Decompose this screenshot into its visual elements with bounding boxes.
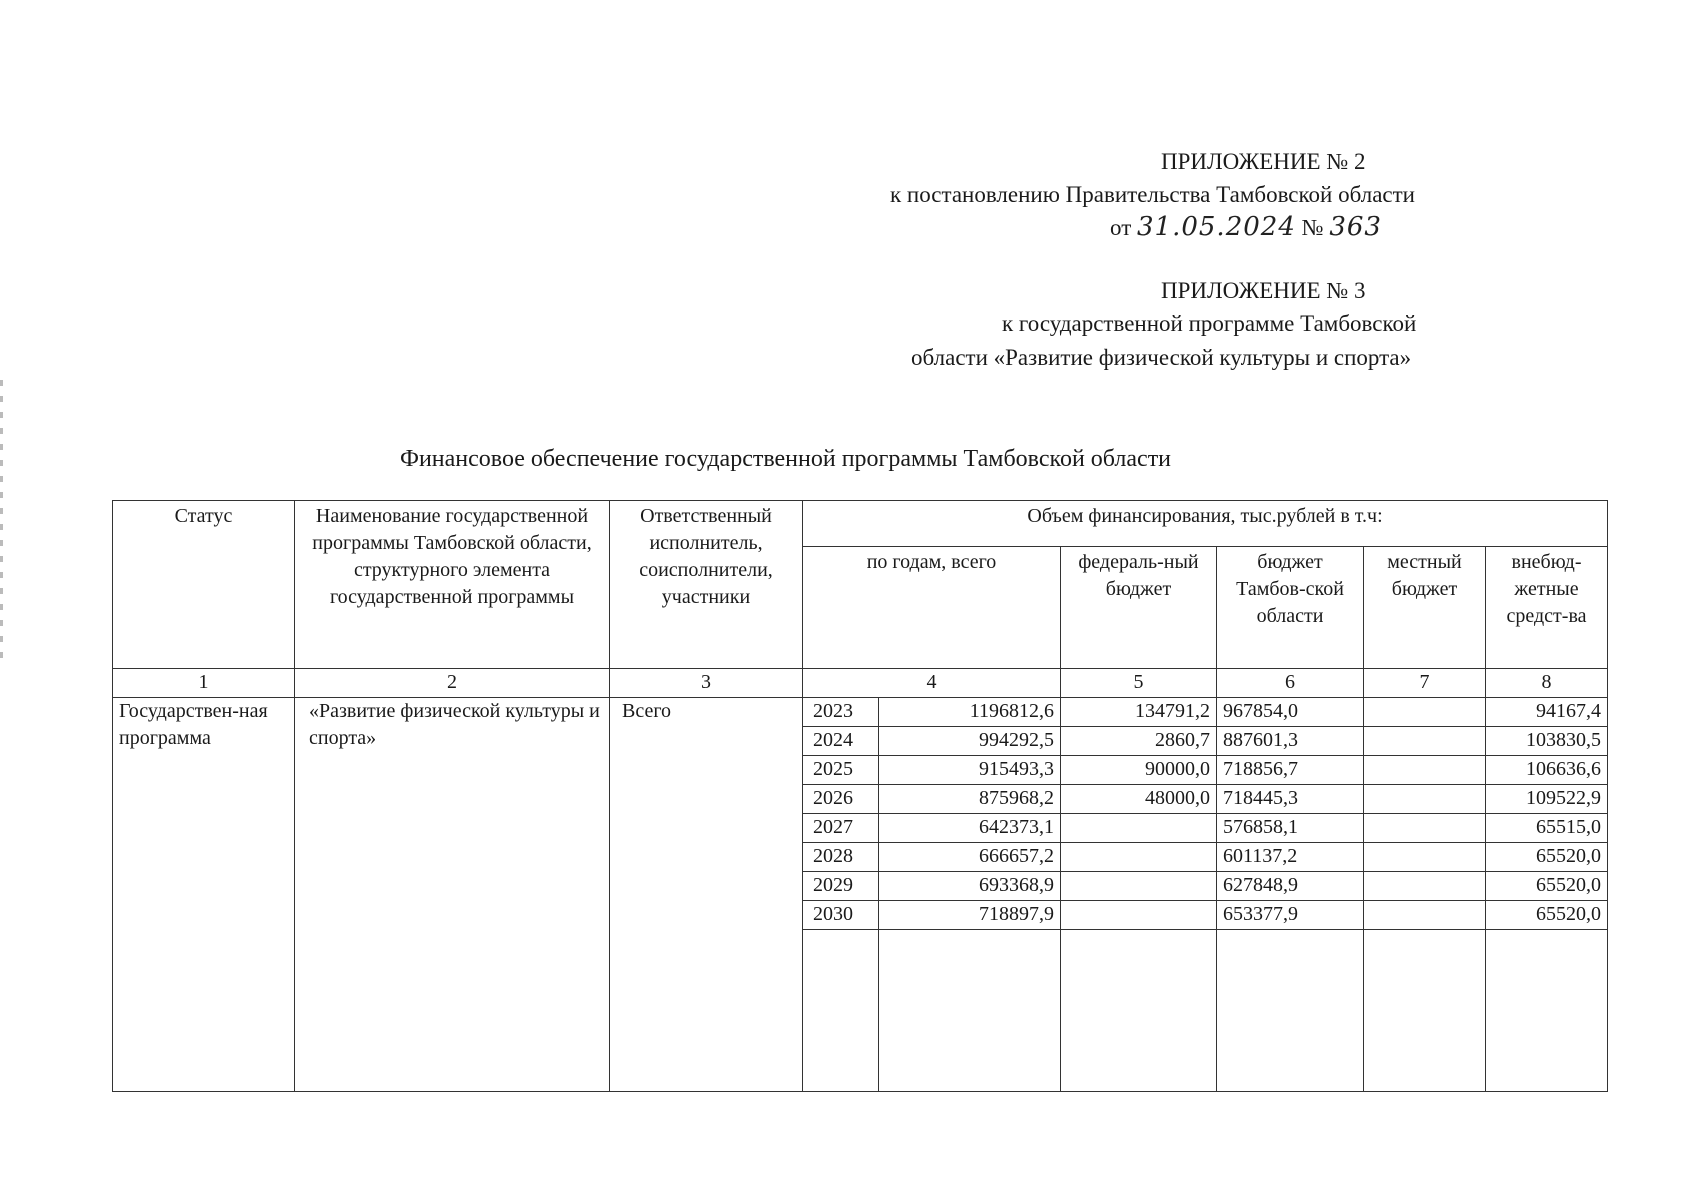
appendix2-line1: к постановлению Правительства Тамбовской области [890, 182, 1415, 207]
local-cell [1364, 814, 1486, 843]
status-cell: Государствен-ная программа [113, 698, 295, 1092]
header-status: Статус [113, 501, 295, 669]
total-cell: 718897,9 [879, 901, 1061, 930]
col-number: 3 [610, 669, 803, 698]
appendix3-line1: к государственной программе Тамбовской [1002, 311, 1417, 336]
year-cell: 2027 [803, 814, 879, 843]
extra-cell: 103830,5 [1486, 727, 1608, 756]
federal-cell [1061, 872, 1217, 901]
table-row [113, 698, 1608, 727]
scan-edge-artifact [0, 380, 3, 660]
col-number: 2 [295, 669, 610, 698]
federal-cell [1061, 814, 1217, 843]
extra-cell: 65520,0 [1486, 872, 1608, 901]
extra-cell: 106636,6 [1486, 756, 1608, 785]
federal-cell [1061, 901, 1217, 930]
year-cell: 2029 [803, 872, 879, 901]
federal-cell: 90000,0 [1061, 756, 1217, 785]
regional-cell: 718445,3 [1217, 785, 1364, 814]
col-number: 5 [1061, 669, 1217, 698]
table-title: Финансовое обеспечение государственной программы Тамбовской области [400, 446, 1172, 472]
regional-cell: 601137,2 [1217, 843, 1364, 872]
extra-cell: 94167,4 [1486, 698, 1608, 727]
from-prefix: от [1110, 215, 1132, 240]
col-number: 6 [1217, 669, 1364, 698]
regional-cell: 576858,1 [1217, 814, 1364, 843]
extra-cell: 65520,0 [1486, 843, 1608, 872]
header-funding-volume: Объем финансирования, тыс.рублей в т.ч: [803, 501, 1608, 547]
col-number: 7 [1364, 669, 1486, 698]
year-cell: 2026 [803, 785, 879, 814]
appendix2-title: ПРИЛОЖЕНИЕ № 2 [1161, 149, 1366, 174]
year-cell: 2024 [803, 727, 879, 756]
appendix2-date-line [1110, 214, 1382, 241]
col-number: 4 [803, 669, 1061, 698]
col-number: 8 [1486, 669, 1608, 698]
local-cell [1364, 872, 1486, 901]
funding-table [112, 500, 1608, 1092]
total-cell: 666657,2 [879, 843, 1061, 872]
executor-cell: Всего [610, 698, 803, 1092]
header-executor: Ответственный исполнитель, соисполнители, участники [610, 501, 803, 669]
federal-cell [1061, 843, 1217, 872]
federal-cell: 2860,7 [1061, 727, 1217, 756]
federal-cell: 48000,0 [1061, 785, 1217, 814]
program-name-cell: «Развитие физической культуры и спорта» [295, 698, 610, 1092]
col-number: 1 [113, 669, 295, 698]
local-cell [1364, 698, 1486, 727]
header-extrabudgetary: внебюд-жетные средст-ва [1486, 547, 1608, 669]
federal-cell: 134791,2 [1061, 698, 1217, 727]
year-cell: 2025 [803, 756, 879, 785]
local-cell [1364, 843, 1486, 872]
total-cell: 693368,9 [879, 872, 1061, 901]
extra-cell: 65520,0 [1486, 901, 1608, 930]
regional-cell: 718856,7 [1217, 756, 1364, 785]
appendix3-title: ПРИЛОЖЕНИЕ № 3 [1161, 278, 1366, 303]
handwritten-date: 31.05.2024 [1137, 212, 1296, 242]
regional-cell: 887601,3 [1217, 727, 1364, 756]
local-cell [1364, 727, 1486, 756]
local-cell [1364, 785, 1486, 814]
total-cell: 994292,5 [879, 727, 1061, 756]
year-cell: 2023 [803, 698, 879, 727]
header-program-name: Наименование государственной программы Тамбовской области, структурного элемента государственной программы [295, 501, 610, 669]
total-cell: 1196812,6 [879, 698, 1061, 727]
total-cell: 915493,3 [879, 756, 1061, 785]
column-number-row [113, 669, 1608, 698]
local-cell [1364, 756, 1486, 785]
regional-cell: 627848,9 [1217, 872, 1364, 901]
header-regional: бюджет Тамбов-ской области [1217, 547, 1364, 669]
header-federal: федераль-ный бюджет [1061, 547, 1217, 669]
local-cell [1364, 901, 1486, 930]
total-cell: 642373,1 [879, 814, 1061, 843]
year-cell: 2028 [803, 843, 879, 872]
regional-cell: 653377,9 [1217, 901, 1364, 930]
extra-cell: 109522,9 [1486, 785, 1608, 814]
regional-cell: 967854,0 [1217, 698, 1364, 727]
extra-cell: 65515,0 [1486, 814, 1608, 843]
total-cell: 875968,2 [879, 785, 1061, 814]
header-local: местный бюджет [1364, 547, 1486, 669]
header-by-years: по годам, всего [803, 547, 1061, 669]
number-sign: № [1301, 215, 1324, 240]
year-cell: 2030 [803, 901, 879, 930]
handwritten-number: 363 [1329, 212, 1382, 242]
appendix3-line2: области «Развитие физической культуры и спорта» [911, 345, 1412, 370]
